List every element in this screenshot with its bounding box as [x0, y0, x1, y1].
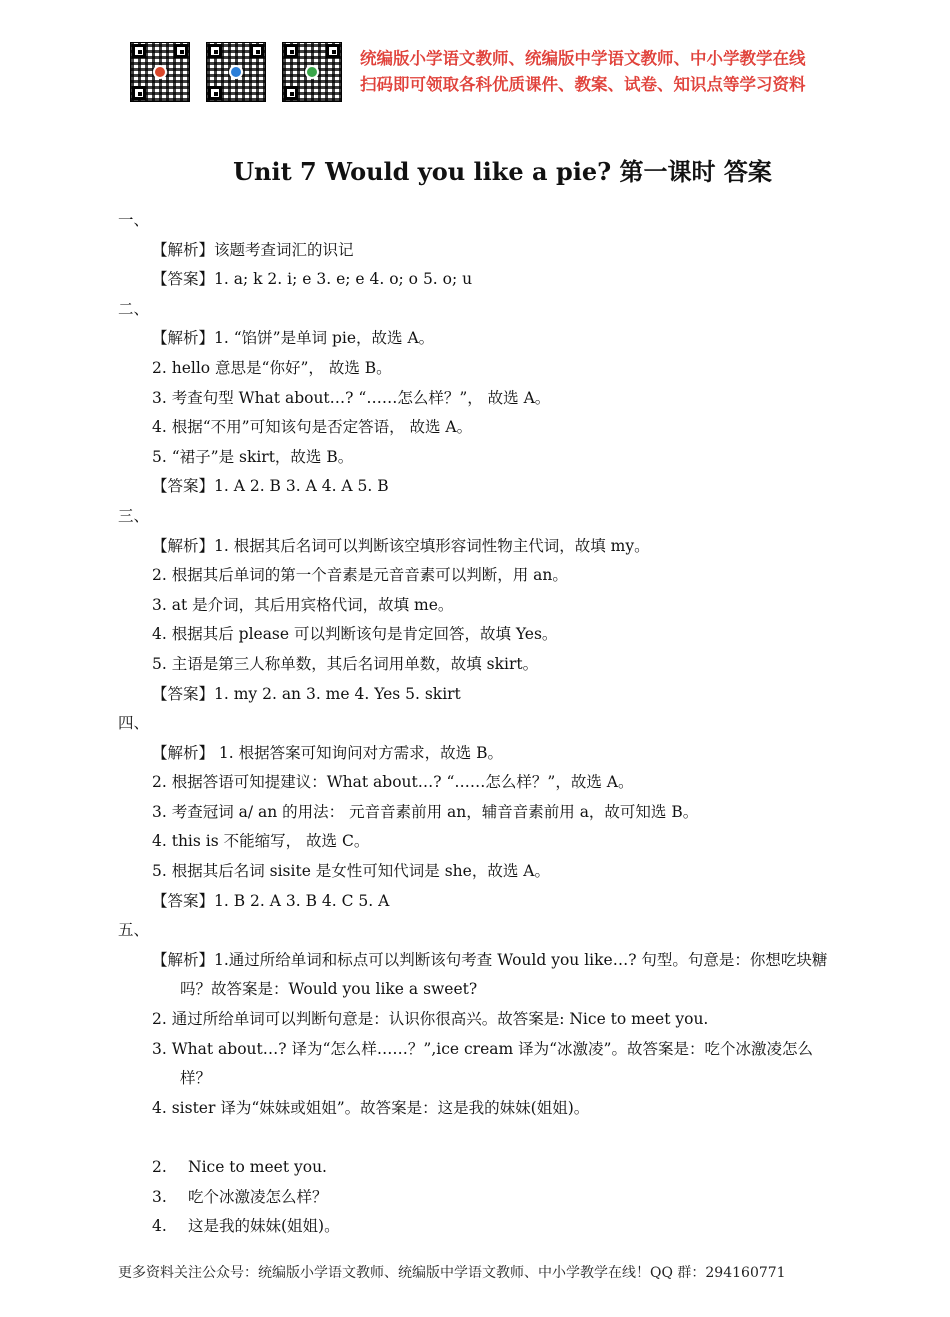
banner-line: 统编版小学语文教师、统编版中学语文教师、中小学教学在线: [360, 49, 806, 68]
banner-line: 扫码即可领取各科优质课件、教案、试卷、知识点等学习资料: [360, 75, 806, 94]
analysis-text: 4. this is 不能缩写， 故选 C。: [152, 832, 370, 851]
analysis-text: 4. sister 译为“妹妹或姐姐”。故答案是：这是我的妹妹(姐姐)。: [152, 1098, 590, 1117]
section-heading: 四、: [118, 714, 150, 733]
analysis-text: 3. 考查冠词 a/ an 的用法： 元音音素前用 an，辅音音素前用 a，故可知选 B。: [152, 802, 699, 821]
analysis-text: 【解析】1. 根据其后名词可以判断该空填形容词性物主代词，故填 my。: [152, 536, 650, 555]
list-text: 吃个冰激凌怎么样？: [188, 1187, 328, 1206]
section-heading: 一、: [118, 211, 150, 229]
section-heading: 三、: [118, 506, 150, 525]
list-item: [118, 1153, 836, 1183]
list-text: 这是我的妹妹(姐姐)。: [188, 1217, 340, 1236]
answer-content: [118, 206, 836, 1242]
analysis-text: 2. hello 意思是“你好”， 故选 B。: [152, 358, 392, 377]
analysis-text: 5. “裙子”是 skirt，故选 B。: [152, 447, 354, 466]
spacer: [118, 1123, 836, 1153]
list-item: [118, 1183, 836, 1213]
answer-text: 【答案】1. a; k 2. i; e 3. e; e 4. o; o 5. o; u: [152, 270, 473, 289]
qr-code-icon[interactable]: [206, 42, 266, 102]
analysis-text: 【解析】 1. 根据答案可知询问对方需求，故选 B。: [152, 743, 503, 762]
qr-code-icon[interactable]: [282, 42, 342, 102]
analysis-text: 2. 根据答语可知提建议：What about…? “……怎么样？”，故选 A。: [152, 773, 634, 792]
list-number: 3.: [152, 1187, 167, 1206]
answer-text: 【答案】1. A 2. B 3. A 4. A 5. B: [152, 477, 389, 496]
analysis-text: 3. at 是介词，其后用宾格代词，故填 me。: [152, 595, 454, 614]
analysis-text: 【解析】1. “馅饼”是单词 pie，故选 A。: [152, 329, 435, 348]
analysis-text: 5. 根据其后名词 sisite 是女性可知代词是 she，故选 A。: [152, 862, 550, 881]
analysis-text: 5. 主语是第三人称单数，其后名词用单数，故填 skirt。: [152, 654, 539, 673]
list-item: [118, 1212, 836, 1242]
promo-banner: [360, 46, 830, 98]
list-number: 2.: [152, 1158, 167, 1176]
analysis-text: 【解析】该题考查词汇的识记: [152, 240, 354, 259]
qr-code-row: [130, 42, 342, 102]
section-heading: 五、: [118, 921, 150, 940]
analysis-text: 3. 考查句型 What about…? “……怎么样？”， 故选 A。: [152, 388, 551, 407]
analysis-text: 4. 根据其后 please 可以判断该句是肯定回答，故填 Yes。: [152, 625, 558, 644]
list-number: 4.: [152, 1217, 167, 1236]
answer-text: 【答案】1. my 2. an 3. me 4. Yes 5. skirt: [152, 684, 461, 703]
analysis-text: 【解析】1.通过所给单词和标点可以判断该句考查 Would you like…? 句型。句意是：你想吃块糖吗？故答案是：Would you like a sweet?: [152, 950, 828, 999]
list-text: Nice to meet you.: [188, 1158, 327, 1176]
page-title: Unit 7 Would you like a pie? 第一课时 答案: [233, 157, 772, 186]
analysis-text: 2. 通过所给单词可以判断句意是：认识你很高兴。故答案是: Nice to meet you.: [152, 1010, 709, 1029]
page-footer: 更多资料关注公众号：统编版小学语文教师、统编版中学语文教师、中小学教学在线！QQ 群：294160771: [118, 1265, 786, 1281]
section-heading: 二、: [118, 299, 150, 318]
analysis-text: 4. 根据“不用”可知该句是否定答语， 故选 A。: [152, 418, 473, 437]
analysis-text: 3. What about…? 译为“怎么样……？”,ice cream 译为“冰激凌”。故答案是：吃个冰激凌怎么样？: [152, 1039, 813, 1088]
answer-text: 【答案】1. B 2. A 3. B 4. C 5. A: [152, 891, 390, 910]
analysis-text: 2. 根据其后单词的第一个音素是元音音素可以判断，用 an。: [152, 566, 568, 585]
qr-code-icon[interactable]: [130, 42, 190, 102]
